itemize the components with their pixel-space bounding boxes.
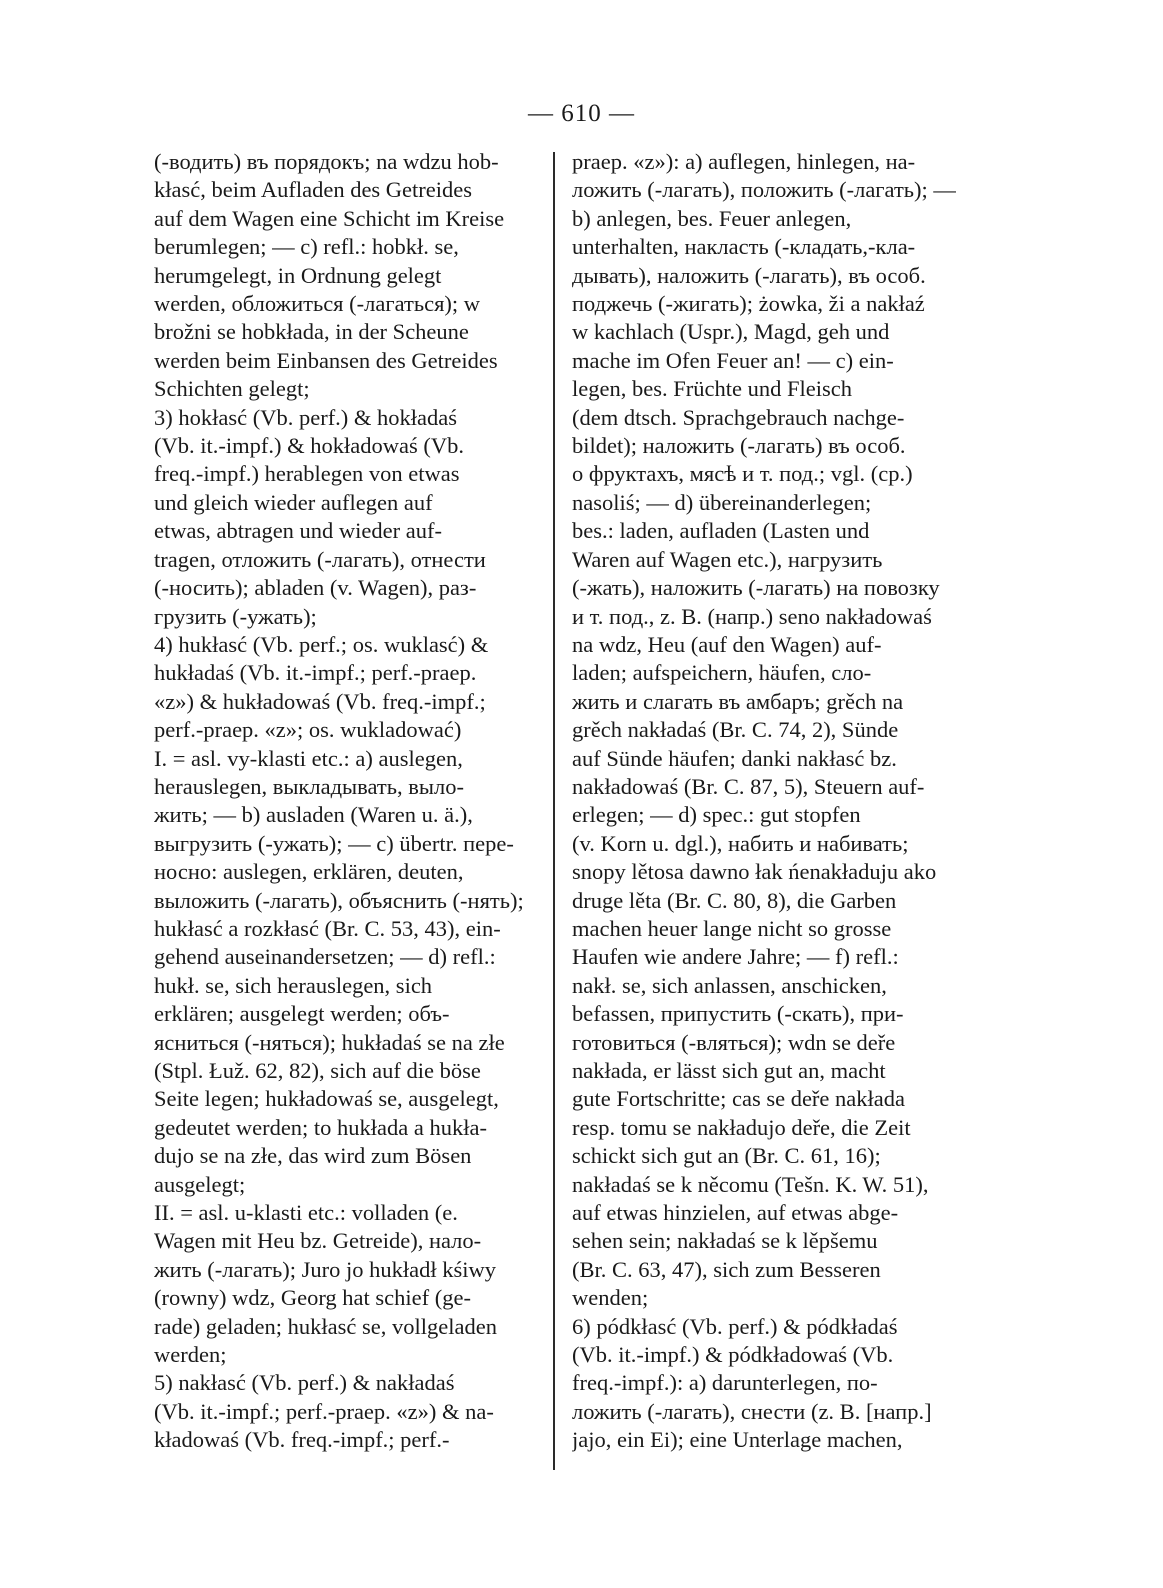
left-column <box>154 148 534 1455</box>
text-line: nakładowaś (Br. C. 87, 5), Steuern auf- <box>572 773 925 799</box>
text-line: (dem dtsch. Sprachgebrauch nachge- <box>572 404 905 430</box>
text-line: na wdz, Heu (auf den Wagen) auf- <box>572 631 882 657</box>
text-line: nakł. se, sich anlassen, anschicken, <box>572 972 887 998</box>
text-line: (Stpl. Łuž. 62, 82), sich auf die böse <box>154 1058 481 1083</box>
text-line: (-водить) въ порядокъ; na wdzu hob- <box>154 149 499 174</box>
text-line: ложить (-лагать), снести (z. B. [напр.] <box>572 1398 932 1424</box>
text-line: werden beim Einbansen des Getreides <box>154 347 498 373</box>
text-line: hukł. se, sich herauslegen, sich <box>154 972 433 998</box>
text-line: ясниться (-няться); hukładaś se na złe <box>154 1029 505 1055</box>
text-line: (rowny) wdz, Georg hat schief (ge- <box>154 1285 471 1311</box>
text-line: дывать), наложить (-лагать), въ особ. <box>572 262 926 288</box>
text-line: выгрузить (-ужать); — c) übertr. пере- <box>154 830 514 856</box>
text-line: herauslegen, выкладывать, выло- <box>154 773 464 799</box>
text-line: unterhalten, накласть (-кладать,-кла- <box>572 234 916 260</box>
text-line: bes.: laden, aufladen (Lasten und <box>572 518 870 544</box>
entry-headword-line: 6) pódkłasć (Vb. perf.) & pódkładaś <box>572 1313 898 1339</box>
text-line: freq.-impf.) herablegen von etwas <box>154 461 460 487</box>
text-line: Haufen wie andere Jahre; — f) refl.: <box>572 944 899 970</box>
text-line: (Br. C. 63, 47), sich zum Besseren <box>572 1256 881 1282</box>
text-line: gute Fortschritte; cas se deře nakłada <box>572 1086 905 1112</box>
text-line: berumlegen; — c) refl.: hobkł. se, <box>154 234 459 260</box>
text-line: etwas, abtragen und wieder auf- <box>154 518 442 544</box>
text-line: tragen, отложить (-лагать), отнести <box>154 546 486 572</box>
text-line: «z») & hukładowaś (Vb. freq.-impf.; <box>154 688 486 714</box>
entry-headword-line: 4) hukłasć (Vb. perf.; os. wuklasć) & <box>154 631 489 657</box>
text-line: schickt sich gut an (Br. C. 61, 16); <box>572 1143 881 1169</box>
text-line: druge lěta (Br. C. 80, 8), die Garben <box>572 887 897 913</box>
text-line: gedeutet werden; to hukłada a hukła- <box>154 1114 487 1140</box>
text-line: ложить (-лагать), положить (-лагать); — <box>572 177 956 203</box>
text-line: и т. под., z. B. (напр.) seno nakładowaś <box>572 603 932 629</box>
text-line: grěch nakładaś (Br. C. 74, 2), Sünde <box>572 717 899 743</box>
text-line: herumgelegt, in Ordnung gelegt <box>154 262 442 288</box>
text-line: грузить (-ужать); <box>154 603 317 629</box>
text-line: жить и слагать въ амбаръ; grěch na <box>572 688 904 714</box>
text-line: bildet); наложить (-лагать) въ особ. <box>572 433 906 459</box>
text-line: готовиться (-вляться); wdn se deře <box>572 1029 896 1055</box>
text-line: выложить (-лагать), объяснить (-нять); <box>154 887 524 913</box>
text-line: jajo, ein Ei); eine Unterlage machen, <box>572 1427 903 1453</box>
text-line: gehend auseinandersetzen; — d) refl.: <box>154 944 496 970</box>
text-line: dujo se na złe, das wird zum Bösen <box>154 1143 472 1169</box>
text-line: erlegen; — d) spec.: gut stopfen <box>572 802 861 828</box>
text-line: auf Sünde häufen; danki nakłasć bz. <box>572 745 897 771</box>
text-line: auf etwas hinzielen, auf etwas abge- <box>572 1200 899 1226</box>
text-line: (v. Korn u. dgl.), набить и набивать; <box>572 830 909 856</box>
text-line: Seite legen; hukładowaś se, ausgelegt, <box>154 1086 499 1112</box>
text-line: I. = asl. vy-klasti etc.: a) auslegen, <box>154 745 463 771</box>
text-line: w kachlach (Uspr.), Magd, geh und <box>572 319 890 345</box>
text-line: жить (-лагать); Juro jo hukładł kśiwy <box>154 1256 496 1282</box>
text-line: praep. «z»): a) auflegen, hinlegen, на- <box>572 149 916 174</box>
text-line: perf.-praep. «z»; os. wukladować) <box>154 717 462 743</box>
text-line: wenden; <box>572 1285 649 1311</box>
text-line: erklären; ausgelegt werden; объ- <box>154 1001 450 1027</box>
text-line: поджечь (-жигать); żowka, ži a nakłaź <box>572 291 925 317</box>
text-line: machen heuer lange nicht so grosse <box>572 915 892 941</box>
text-line: ausgelegt; <box>154 1171 246 1197</box>
text-line: werden; <box>154 1342 227 1368</box>
text-line: nakładaś se k něcomu (Tešn. K. W. 51), <box>572 1171 929 1197</box>
text-line: (-носить); abladen (v. Wagen), раз- <box>154 575 477 601</box>
text-line: Waren auf Wagen etc.), нагрузить <box>572 546 883 572</box>
entry-headword-line: 5) nakłasć (Vb. perf.) & nakładaś <box>154 1370 455 1396</box>
text-line: werden, обложиться (-лагаться); w <box>154 291 481 317</box>
text-line: о фруктахъ, мясѣ и т. под.; vgl. (cp.) <box>572 461 913 487</box>
text-line: kładowaś (Vb. freq.-impf.; perf.- <box>154 1427 450 1453</box>
text-line: brožni se hobkłada, in der Scheune <box>154 319 469 345</box>
text-line: (Vb. it.-impf.) & hokładowaś (Vb. <box>154 433 464 459</box>
text-line: (Vb. it.-impf.) & pódkładowaś (Vb. <box>572 1342 894 1368</box>
text-line: II. = asl. u-klasti etc.: volladen (e. <box>154 1200 458 1226</box>
text-line: носно: auslegen, erklären, deuten, <box>154 859 464 885</box>
text-line: mache im Ofen Feuer an! — c) ein- <box>572 347 894 373</box>
text-line: (Vb. it.-impf.; perf.-praep. «z») & na- <box>154 1398 494 1424</box>
text-line: hukłasć a rozkłasć (Br. C. 53, 43), ein- <box>154 915 501 941</box>
right-column <box>572 148 956 1455</box>
text-line: rade) geladen; hukłasć se, vollgeladen <box>154 1313 497 1339</box>
text-line: Wagen mit Heu bz. Getreide), нало- <box>154 1228 482 1254</box>
text-line: auf dem Wagen eine Schicht im Kreise <box>154 205 505 231</box>
text-line: kłasć, beim Aufladen des Getreides <box>154 177 473 203</box>
text-line: жить; — b) ausladen (Waren u. ä.), <box>154 802 473 828</box>
column-divider <box>553 152 555 1470</box>
page-number: — 610 — <box>528 100 635 127</box>
text-line: (-жать), наложить (-лагать) на повозку <box>572 575 940 601</box>
text-line: hukładaś (Vb. it.-impf.; perf.-praep. <box>154 660 477 686</box>
text-line: b) anlegen, bes. Feuer anlegen, <box>572 205 852 231</box>
text-line: legen, bes. Früchte und Fleisch <box>572 376 852 402</box>
text-line: nasoliś; — d) übereinanderlegen; <box>572 489 872 515</box>
text-line: Schichten gelegt; <box>154 376 310 402</box>
text-line: befassen, припустить (-скать), при- <box>572 1001 904 1027</box>
text-line: resp. tomu se nakładujo deře, die Zeit <box>572 1114 911 1140</box>
text-line: laden; aufspeichern, häufen, сло- <box>572 660 872 686</box>
text-line: snopy lětosa dawno łak ńenakładuju ako <box>572 859 937 885</box>
text-line: freq.-impf.): a) darunterlegen, по- <box>572 1370 878 1396</box>
entry-headword-line: 3) hokłasć (Vb. perf.) & hokładaś <box>154 404 458 430</box>
text-line: sehen sein; nakładaś se k lěpšemu <box>572 1228 878 1254</box>
text-line: und gleich wieder auflegen auf <box>154 489 433 515</box>
text-line: nakłada, er lässt sich gut an, macht <box>572 1058 886 1083</box>
